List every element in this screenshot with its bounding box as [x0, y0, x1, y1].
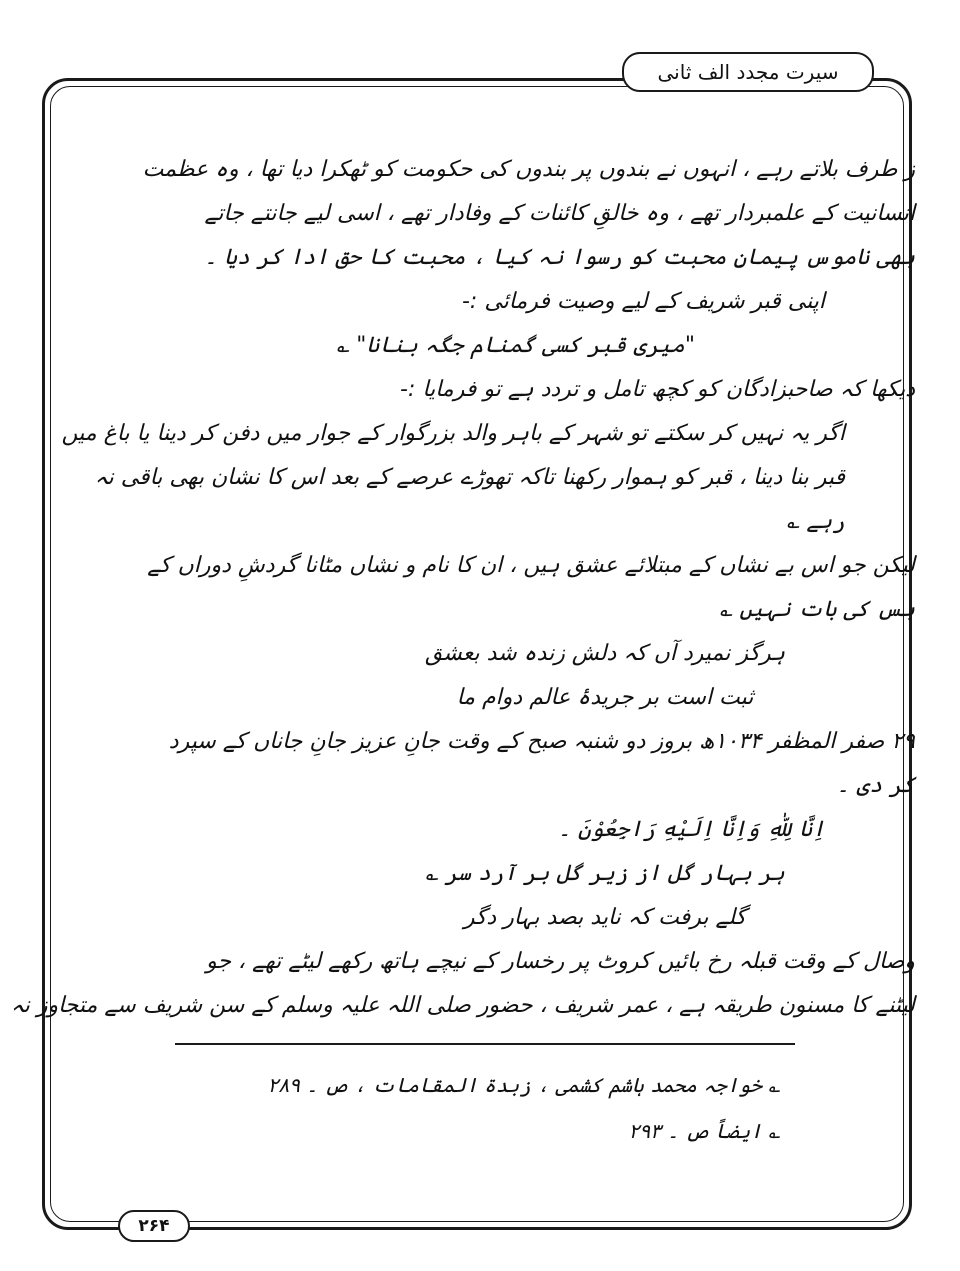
poem-verse: ثبت است بر جریدۂ عالم دوام ما	[456, 685, 754, 710]
footnote-divider	[175, 1043, 795, 1045]
text-line: انسانیت کے علمبردار تھے ، وہ خالقِ کائنات کے وفادار تھے ، اسی لیے جانتے جاتے	[204, 201, 915, 226]
text-line: ۲۹ صفر المظفر ۱۰۳۴ھ بروز دو شنبہ صبح کے وقت جانِ عزیز جانِ جاناں کے سپرد	[168, 729, 915, 754]
page-number: ۲۶۴	[138, 1216, 170, 1236]
poem-verse: ہرگز نمیرد آں کہ دلش زندہ شد بعشق	[424, 641, 786, 666]
ayah-line: اِنَّا لِلّٰهِ وَاِنَّا اِلَيْهِ رَاجِعُوْنَ ۔	[558, 817, 825, 842]
quote-line: "میری قبر کسی گمنام جگہ بنانا" ؎	[336, 333, 695, 358]
text-line: دیکھا کہ صاحبزادگان کو کچھ تامل و تردد ہے تو فرمایا :-	[400, 377, 915, 402]
text-line: ز طرف بلاتے رہے ، انہوں نے بندوں پر بندوں کی حکومت کو ٹھکرا دیا تھا ، وہ عظمت	[142, 157, 915, 182]
text-line: لیکن جو اس بے نشاں کے مبتلائے عشق ہیں ، ان کا نام و نشاں مٹانا گردشِ دوراں کے	[147, 553, 915, 578]
text-line: بس کی بات نہیں ؎	[719, 597, 915, 622]
text-line: بھی ناموس پیمانِ محبت کو رسوا نہ کیا ، محبت کا حق ادا کر دیا ۔	[204, 245, 915, 270]
page-number-tab	[118, 1210, 190, 1242]
poem-verse: ہر بہار گل از زیر گل بر آرد سر ؎	[425, 861, 785, 886]
text-line: وصال کے وقت قبلہ رخ بائیں کروٹ پر رخسار کے نیچے ہاتھ رکھے لیٹے تھے ، جو	[206, 949, 915, 974]
quote-line: اگر یہ نہیں کر سکتے تو شہر کے باہر والد بزرگوار کے جوار میں دفن کر دینا یا باغ میں	[61, 421, 845, 446]
quote-line: رہے ؎	[786, 509, 845, 534]
book-title: سیرت مجدد الف ثانی	[657, 60, 839, 84]
main-text	[10, 148, 915, 1028]
footnote: ؎ خواجہ محمد ہاشم کشمی ، زبدۃ المقامات ، ص ۔ ۲۸۹	[267, 1073, 780, 1097]
text-line: اپنی قبر شریف کے لیے وصیت فرمائی :-	[461, 289, 825, 314]
running-header-tab	[622, 52, 874, 92]
footnotes	[267, 1062, 780, 1154]
poem-verse: گلے برفت کہ ناید بصد بہار دگر	[463, 905, 747, 930]
text-line: لیٹنے کا مسنون طریقہ ہے ، عمر شریف ، حضور صلی اللہ علیہ وسلم کے سن شریف سے متجاوز نہ	[10, 993, 915, 1018]
text-line: کر دی ۔	[836, 773, 915, 798]
quote-line: قبر بنا دینا ، قبر کو ہموار رکھنا تاکہ تھوڑے عرصے کے بعد اس کا نشان بھی باقی نہ	[94, 465, 845, 490]
footnote: ؎ ایضاً ص ۔ ۲۹۳	[628, 1119, 780, 1143]
